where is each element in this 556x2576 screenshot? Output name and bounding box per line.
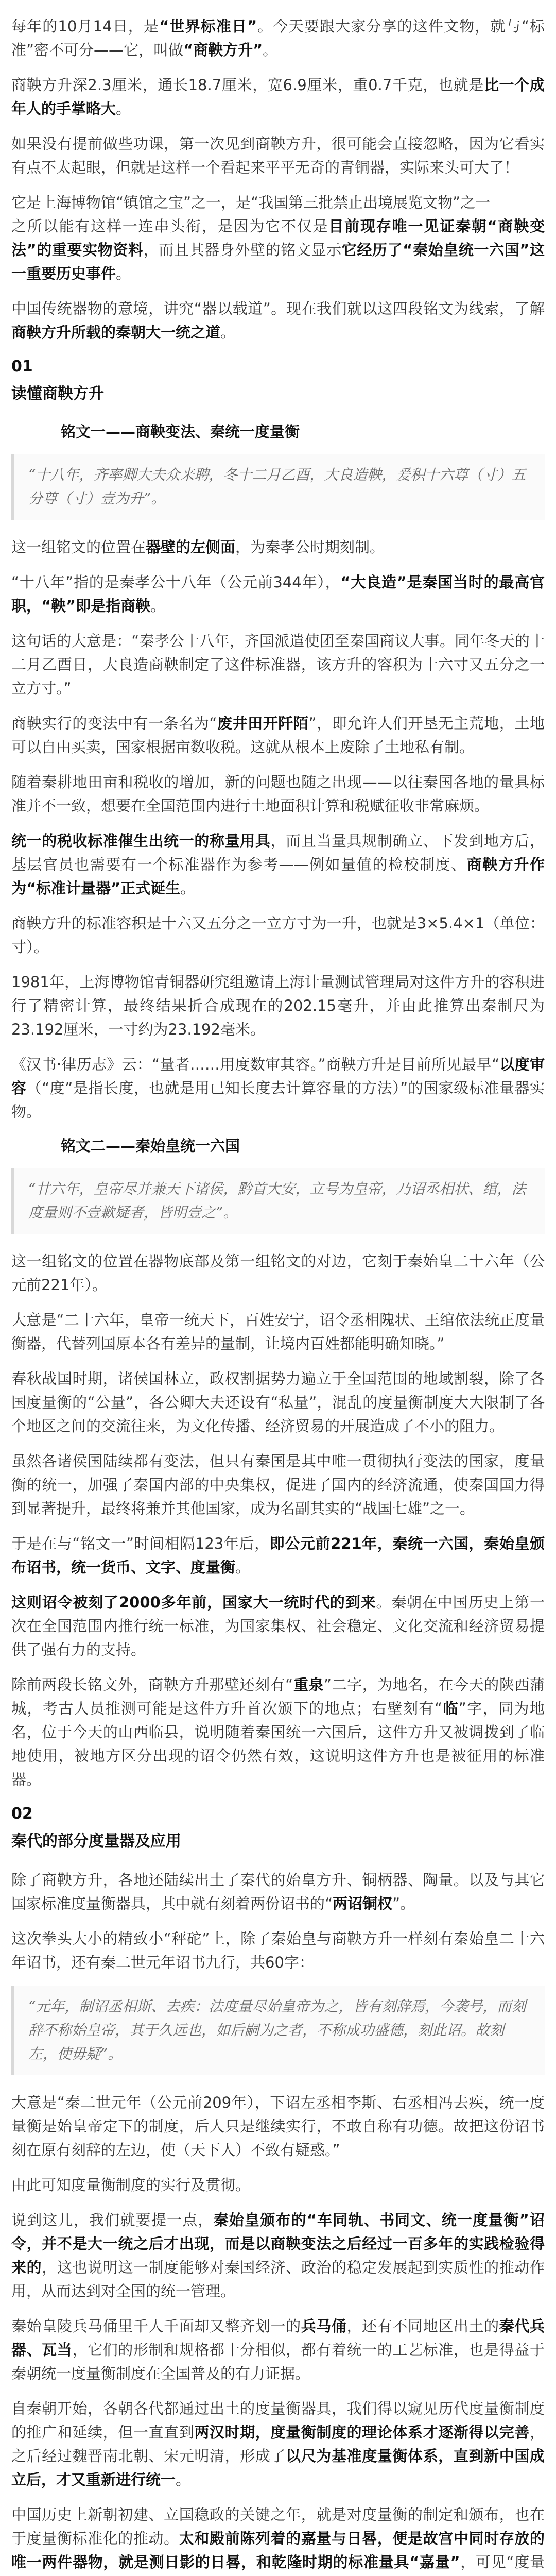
section-title: 秦代的部分度量器及应用 <box>11 1832 181 1850</box>
intro-paragraph: 它是上海博物馆“镇馆之宝”之一，是“我国第三批禁止出境展览文物”之一 之所以能有这样一连串头衔，是因为它不仅是目前现存唯一见证秦朝“商鞅变法”的重要实物资料，而且其器身外壁的铭文显示它经历了“秦始皇统一六国”这一重要历史事件。 <box>11 194 545 282</box>
inscription-quote: “元年，制诏丞相斯、去疾：法度量尽始皇帝为之，皆有刻辞焉，今袭号，而刻辞不称始皇帝，其于久远也，如后嗣为之者，不称成功盛德，刻此诏。故刻左，使毋疑”。 <box>11 1986 545 2075</box>
inscription-heading: 铭文二——秦始皇统一六国 <box>61 1137 240 1155</box>
body-paragraph: 于是在与“铭文一”时间相隔123年后，即公元前221年，秦统一六国，秦始皇颁布诏书，统一货币、文字、度量衡。 <box>11 1535 545 1576</box>
intro-paragraph: 商鞅方升深2.3厘米，通长18.7厘米，宽6.9厘米，重0.7千克，也就是比一个成年人的手掌略大。 <box>11 76 545 117</box>
section-number: 01 <box>11 358 33 376</box>
body-paragraph: 除前两段长铭文外，商鞅方升那壁还刻有“重泉”二字，为地名，在今天的陕西蒲城，考古人员推测可能是这件方升首次颁下的地点；右壁刻有“临”字，同为地名，位于今天的山西临县，说明随着秦国统一六国后，这件方升又被调拨到了临地使用，被地方区分出现的诏令仍然有效，这说明这件方升也是被征用的标准器。 <box>11 1676 545 1788</box>
body-paragraph: 随着秦耕地田亩和税收的增加，新的问题也随之出现——以往秦国各地的量具标准并不一致，想要在全国范围内进行土地面积计算和税赋征收非常麻烦。 <box>11 773 545 815</box>
intro-paragraph: 中国传统器物的意境，讲究“器以载道”。现在我们就以这四段铭文为线索，了解商鞅方升所载的秦朝大一统之道。 <box>11 300 545 341</box>
body-paragraph: 这一组铭文的位置在器壁的左侧面，为秦孝公时期刻制。 <box>11 538 385 556</box>
body-paragraph: 这次拳头大小的精致小“秤砣”上，除了秦始皇与商鞅方升一样刻有秦始皇二十六年诏书，还有秦二世元年诏书九行，共60字： <box>11 1930 545 1971</box>
body-paragraph: 这一组铭文的位置在器物底部及第一组铭文的对边，它刻于秦始皇二十六年（公元前221年）。 <box>11 1252 545 1294</box>
body-paragraph: 《汉书·律历志》云：“量者……用度数审其容。”商鞅方升是目前所见最早“以度审容（“度”是指长度，也就是用已知长度去计算容量的方法）”的国家级标准量器实物。 <box>11 1056 545 1121</box>
body-paragraph: 这句话的大意是：“秦孝公十八年，齐国派遣使团至秦国商议大事。同年冬天的十二月乙酉日，大良造商鞅制定了这件标准器，该方升的容积为十六寸又五分之一立方寸。” <box>11 632 545 697</box>
body-paragraph: 自秦朝开始，各朝各代都通过出土的度量衡器具，我们得以窥见历代度量衡制度的推广和延续，但一直直到两汉时期，度量衡制度的理论体系才逐渐得以完善，之后经过魏晋南北朝、宋元明清，形成了以尺为基准度量衡体系，直到新中国成立后，才又重新进行统一。 <box>11 2400 545 2488</box>
body-paragraph: 大意是“秦二世元年（公元前209年），下诏左丞相李斯、右丞相冯去疾，统一度量衡是始皇帝定下的制度，后人只是继续实行，不敢自称有功德。故把这份诏书刻在原有刻辞的左边，使（天下人）不致有疑惑。” <box>11 2094 545 2159</box>
body-paragraph: 由此可知度量衡制度的实行及贯彻。 <box>11 2176 251 2194</box>
body-paragraph: 这则诏令被刻了2000多年前，国家大一统时代的到来。秦朝在中国历史上第一次在全国范围内推行统一标准，为国家集权、社会稳定、文化交流和经济贸易提供了强有力的支持。 <box>11 1594 545 1658</box>
section-number: 02 <box>11 1805 33 1823</box>
body-paragraph: 商鞅方升的标准容积是十六又五分之一立方寸为一升，也就是3×5.4×1（单位：寸）。 <box>11 914 545 956</box>
intro-paragraph: 如果没有提前做些功课，第一次见到商鞅方升，很可能会直接忽略，因为它看实有点不太起眼，但就是这样一个看起来平平无奇的青铜器，实际来头可大了！ <box>11 135 545 176</box>
body-paragraph: 除了商鞅方升，各地还陆续出土了秦代的始皇方升、铜柄器、陶量。以及与其它国家标准度量衡器具，其中就有刻着两份诏书的“两诏铜权”。 <box>11 1871 545 1912</box>
body-paragraph: 秦始皇陵兵马俑里千人千面却又整齐划一的兵马俑，还有不同地区出土的秦代兵器、瓦当，它们的形制和规格都十分相似，都有着统一的工艺标准，也是得益于秦朝统一度量衡制度在全国普及的有力证据。 <box>11 2317 545 2382</box>
body-paragraph: 虽然各诸侯国陆续都有变法，但只有秦国是其中唯一贯彻执行变法的国家，度量衡的统一，加强了秦国内部的中央集权，促进了国内的经济流通，使秦国国力得到显著提升，最终将兼并其他国家，成为名副其实的“战国七雄”之一。 <box>11 1452 545 1517</box>
intro-paragraph: 每年的10月14日，是“世界标准日”。今天要跟大家分享的这件文物，就与“标准”密不可分——它，叫做“商鞅方升”。 <box>11 18 545 59</box>
body-paragraph: 春秋战国时期，诸侯国林立，政权割据势力遍立于全国范围的地域割裂，除了各国度量衡的“公量”，各公卿大夫还设有“私量”，混乱的度量衡制度大大限制了各个地区之间的交流往来，为文化传播、经济贸易的开展造成了不小的阻力。 <box>11 1370 545 1435</box>
body-paragraph: “十八年”指的是秦孝公十八年（公元前344年），“大良造”是秦国当时的最高官职，“鞅”即是指商鞅。 <box>11 573 545 615</box>
body-paragraph: 统一的税收标准催生出统一的称量用具，而且当量具规制确立、下发到地方后，基层官员也需要有一个标准器作为参考——例如量值的检校制度、商鞅方升作为“标准计量器”正式诞生。 <box>11 832 545 897</box>
body-paragraph: 大意是“二十六年，皇帝一统天下，百姓安宁，诏令丞相隗状、王绾依法统正度量衡器，代替列国原本各有差异的量制，让境内百姓都能明确知晓。” <box>11 1311 545 1352</box>
inscription-quote: “廿六年，皇帝尽并兼天下诸侯，黔首大安，立号为皇帝，乃诏丞相状、绾，法度量则不壹歉疑者，皆明壹之”。 <box>11 1168 545 1234</box>
body-paragraph: 说到这儿，我们就要提一点，秦始皇颁布的“车同轨、书同文、统一度量衡”诏令，并不是大一统之后才出现，而是以商鞅变法之后经过一百多年的实践检验得来的，这也说明这一制度能够对秦国经济、政治的稳定发展起到实质性的推动作用，从而达到对全国的统一管理。 <box>11 2211 545 2300</box>
body-paragraph: 1981年，上海博物馆青铜器研究组邀请上海计量测试管理局对这件方升的容积进行了精密计算，最终结果折合成现在的202.15毫升，并由此推算出秦制尺为23.192厘米，一寸约为23.192毫米。 <box>11 973 545 1038</box>
section-title: 读懂商鞅方升 <box>11 385 104 403</box>
body-paragraph: 商鞅实行的变法中有一条名为“废井田开阡陌”，即允许人们开垦无主荒地，土地可以自由买卖，国家根据亩数收税。这就从根本上废除了土地私有制。 <box>11 715 545 756</box>
inscription-heading: 铭文一——商鞅变法、秦统一度量衡 <box>61 423 300 440</box>
body-paragraph: 中国历史上新朝初建、立国稳政的关键之年，就是对度量衡的制定和颁布，也在于度量衡标准化的推动。太和殿前陈列着的嘉量与日晷，便是故宫中同时存放的唯一两件器物，就是测日影的日晷，和乾隆时期的标准量具“嘉量”，可见“度量 <box>11 2506 545 2571</box>
inscription-quote: “十八年，齐率卿大夫众来聘，冬十二月乙酉，大良造鞅，爰积十六尊（寸）五分尊（寸）壹为升”。 <box>11 454 545 520</box>
